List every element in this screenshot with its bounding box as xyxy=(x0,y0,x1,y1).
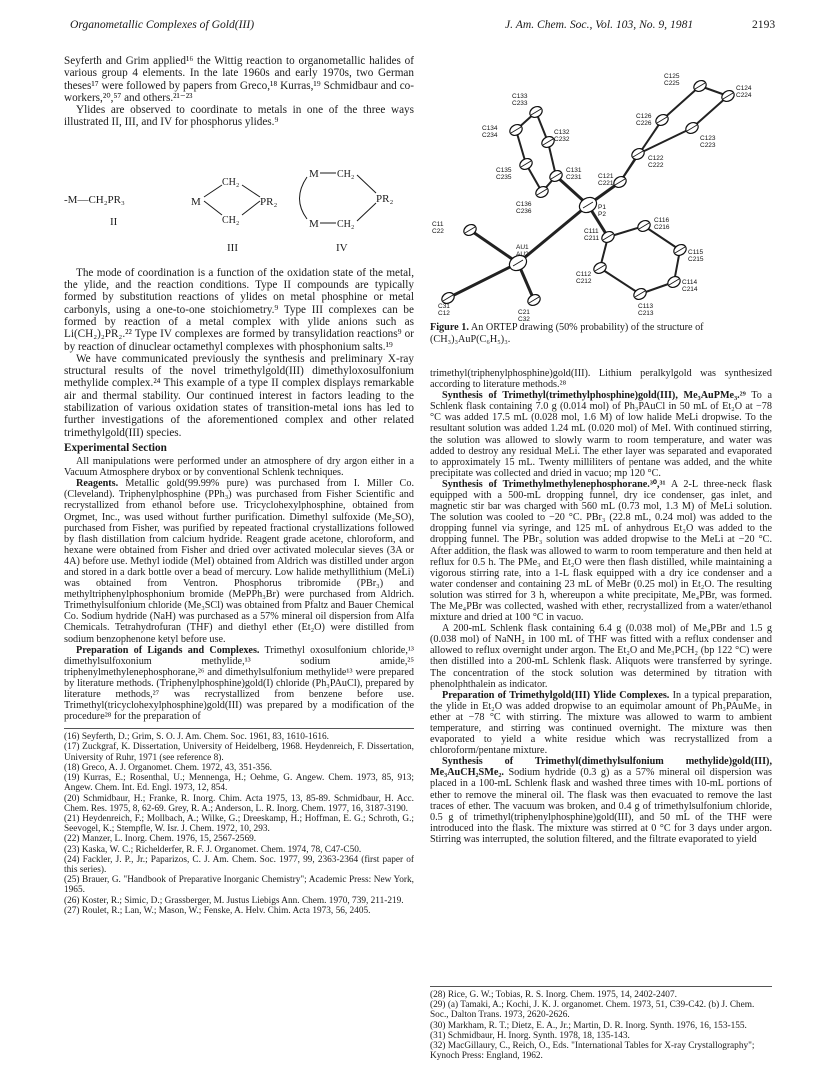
atom-label: C122 C222 xyxy=(648,155,664,169)
preparation-ylide-heading: Preparation of Trimethylgold(III) Ylide Complexes. xyxy=(442,689,670,701)
atom-label: C136 C236 xyxy=(516,201,532,215)
experimental-heading: Experimental Section xyxy=(64,441,167,454)
synthesis-4-text: Sodium hydride (0.3 g) as a 57% mineral oil dispersion was placed in a 100-mL Schlenk flask and washed three times with 10-mL portions of ether to remove the mineral oil. The flask was then evacuated to remove the last traces of ether. The vacuum was broken, and 0.4 g of trimethylsulfonium chloride, 0.5 g of trimethyl(triphenylphosphine)gold(III), and 50 mL of the THF were introduced into the flask. The mixture was stirred at 0 °C for 3 days under argon. Stirring was interrupted, the solution filtered, and the filtrate evaporated to yield xyxy=(430,767,772,845)
reagents-paragraph xyxy=(64,478,414,644)
preparation-paragraph xyxy=(64,645,414,723)
atom-label: C115 C215 xyxy=(688,249,704,263)
atom-label: C125 C225 xyxy=(664,73,680,87)
footnote: (16) Seyferth, D.; Grim, S. O. J. Am. Chem. Soc. 1961, 83, 1610-1616. xyxy=(64,732,329,743)
bond xyxy=(692,96,728,128)
figure-caption-label: Figure 1. xyxy=(430,322,469,333)
footnote: (21) Heydenreich, F.; Mollbach, A.; Wilke, G.; Dreeskamp, H.; Hoffman, E. G.; Schroth, G.; Seevogel, K.; Stempfle, W. Isr. J. Chem. 1972, 10, 293. xyxy=(64,813,414,835)
atom-label: C124 C224 xyxy=(736,85,752,99)
footnote: (17) Zuckgraf, K. Dissertation, University of Heidelberg, 1968. Heydenreich, F. Dissertation, University of Ruhr, 1971 (see reference 8). xyxy=(64,742,414,763)
bond xyxy=(600,268,640,294)
ortep-figure xyxy=(430,42,776,324)
atom-label: C111 C211 xyxy=(584,228,600,242)
reagents-heading: Reagents. xyxy=(76,478,119,490)
synthesis-4 xyxy=(430,756,772,845)
atom-label: C131 C231 xyxy=(566,167,582,181)
reagents-text: Metallic gold(99.99% pure) was purchased from I. Miller Co. (Cleveland). Triphenylphosphine (PPh₃) was purchased from Fisher Scientific and recrystallized from ethanol before use. Tricyclohexylphosphine, obtained from Orgmet, Inc., was used without further purification. Dimethyl sulfoxide (Me₂SO), purchased from Fisher, was purified by repeated fractional crystallizations followed by flash distillation from calcium hydride. Reagent grade acetone, chloroform, and hexane were obtained from Fisher and dried over activated molecular sieves (3A or 4A) before use. Methyl iodide (MeI) obtained from Aldrich was distilled under argon and stored in a dark bottle over a bead of mercury. Low halide methyllithium (MeLi) was obtained from Ventron. Phosphorus tribromide (PBr₃) and methyltriphenylphosphonium bromide (MePPh₃Br) were purchased from Aldrich. Trimethylsulfonium chloride (Me₃SCl) was obtained from Pfaltz and Bauer Chemical Co. Sodium hydride (NaH) was purchased as a 57% mineral oil dispersion from Alfa Chemicals. Tetrahydrofuran (THF) and diethyl ether (Et₂O) were distilled from sodium benzophenone ketyl before use. xyxy=(64,478,414,645)
preparation-heading: Preparation of Ligands and Complexes. xyxy=(76,644,260,656)
structure-iii-ch2-top: CH₂ xyxy=(222,176,240,188)
structure-iii-pr2: PR₂ xyxy=(260,195,278,208)
footnote: (23) Kaska, W. C.; Richelderfer, R. F. J. Organomet. Chem. 1974, 78, C47-C50. xyxy=(64,844,362,855)
footnote: (31) Schmidbaur, H. Inorg. Synth. 1978, 18, 135-143. xyxy=(430,1030,630,1041)
structure-iv-ch2-top: CH₂ xyxy=(337,168,355,180)
bond xyxy=(470,230,518,263)
atom-label: C31 C12 xyxy=(438,303,450,317)
right-column xyxy=(430,368,772,845)
preparation-text: Trimethyl oxosulfonium chloride,¹³ dimethylsulfoxonium methylide,¹³ sodium amide,²⁵ triphenylmethylenephosphorane,²⁶ and dimethylsulfonium methylide¹³ were prepared by literature methods. (Triphenylphosphine)gold(I) chloride (Ph₃PAuCl), prepared by literature methods,²⁷ was recrystallized from benzene before use. Trimethyl(tricyclohexylphosphine)gold(III) was prepared by a modification of the procedure²⁸ for the preparation of xyxy=(64,644,414,723)
footnote: (27) Roulet, R.; Lan, W.; Mason, W.; Fenske, A. Helv. Chim. Acta 1973, 56, 2405. xyxy=(64,905,371,916)
preparation-ylide-text: In a typical preparation, the ylide in Et₂O was added dropwise to an equimolar amount of Ph₃PAuMe₃ in ether at −78 °C with stirring. The mixture was allowed to warm to ambient temperature, and stirring was continued overnight. The mixture was then evaporated to yield a white residue which was recrystallized from a chloroform/pentane mixture. xyxy=(430,689,772,757)
structure-iv xyxy=(300,168,394,254)
synthesis-1-text: To a Schlenk flask containing 7.0 g (0.014 mol) of Ph₃PAuCl in 50 mL of Et₂O at −78 °C was added 17.5 mL (0.028 mol, 1.6 M) of low halide MeLi dropwise. To the resultant solution was added 1.24 mL (0.020 mol) of MeI. With continued stirring, the solution was allowed to slowly warm to room temperature, and water was added to destroy any residual MeLi. The ether layer was separated and evaporated to approximately 15 mL. Twenty milliliters of pentane was added, and the white precipitate was collected and dried in vacuo; mp 120 °C. xyxy=(430,390,772,479)
synthesis-3: A 200-mL Schlenk flask containing 6.4 g (0.038 mol) of Me₄PBr and 1.5 g (0.038 mol) of NaNH₂ in 100 mL of THF was fitted with a reflux condenser and allowed to reflux overnight under argon. The Et₂O and Me₃PCH₂ (bp 122 °C) were then distilled into a 200-mL Schlenk flask. Aliquots were transferred by syringe. The concentration of the stock solution was determined by titration with phenolphthalein as indicator. xyxy=(430,623,772,690)
ylide-structures xyxy=(64,133,414,263)
running-header-right: J. Am. Chem. Soc., Vol. 103, No. 9, 1981 xyxy=(505,18,694,31)
structure-iii-label: III xyxy=(227,241,238,254)
experimental-intro: All manipulations were performed under an atmosphere of dry argon either in a Vacuum Atmosphere drybox or by conventional Schlenk techniques. xyxy=(64,456,414,479)
structure-iii xyxy=(191,177,277,254)
atom-label: C113 C213 xyxy=(638,303,654,317)
footnote: (24) Fackler, J. P., Jr.; Paparizos, C. J. Am. Chem. Soc. 1977, 99, 2363-2364 (first paper of this series). xyxy=(64,854,414,875)
ylide-structures-drawing xyxy=(64,133,414,263)
synthesis-4-heading: Synthesis of Trimethyl(dimethylsulfonium methylide)gold(III), Me₃AuCH₂SMe₂. xyxy=(430,756,772,779)
synthesis-2-text: A 2-L three-neck flask equipped with a 500-mL dropping funnel, dry ice condenser, gas inlet, and magnetic stir bar was charged with 560 mL (0.73 mol, 1.3 M) of MeLi solution. The solution was cooled to −20 °C. PBr₃ (22.8 mL, 0.24 mol) was added to the dropping funnel via syringe, and 125 mL of anhydrous Et₂O was added to the dropping funnel. The PBr₃ solution was added dropwise to the MeLi at −20 °C. After addition, the flask was allowed to warm to room temperature and then held at reflux for 0.5 h. The PMe₃ and Et₂O were then flash distilled, while maintaining a vigorous stirring rate, into a 1-L flask equipped with a dry ice condenser and a water condenser and containing 23 mL of MeBr (0.25 mol) in Et₂O. The resulting solution was stirred for 3 h, whereupon a white precipitate, Me₄PBr, was formed. The Me₄PBr was collected, washed with ether, recrystallized from a water/ethanol mixture and dried at 100 °C in vacuo. xyxy=(430,478,772,624)
page-number: 2193 xyxy=(752,18,776,31)
atom-label: C134 C234 xyxy=(482,125,498,139)
atom-label: C123 C223 xyxy=(700,135,716,149)
structure-iv-pr2: PR₂ xyxy=(376,192,394,205)
footnotes-right xyxy=(430,986,772,1061)
body-paragraph-4: We have communicated previously the synthesis and preliminary X-ray structural results of the novel trimethylgold(III) dimethyloxosulfonium methylide complex.²⁴ This example of a type II complex displays remarkable air and thermal stability. Our continued interest in factors leading to the stabilization of various oxidation states of transition-metal ions has led to further investigations of the aforementioned complex and other related trimethylgold(III) species. xyxy=(64,352,414,439)
footnote: (25) Brauer, G. "Handbook of Preparative Inorganic Chemistry"; Academic Press: New York, 1965. xyxy=(64,875,414,896)
footnote: (20) Schmidbaur, H.; Franke, R. Inorg. Chim. Acta 1975, 13, 85-89. Schmidbaur, H. Acc. Chem. Res. 1975, 8, 62-69. Grey, R. A.; Anderson, L. R. Inorg. Chem. 1977, 16, 3187-3190. xyxy=(64,793,414,814)
figure-caption xyxy=(430,322,772,345)
atom-label: C132 C232 xyxy=(554,129,570,143)
bond xyxy=(638,128,692,154)
structure-iv-label: IV xyxy=(336,241,348,254)
footnote: (28) Rice, G. W.; Tobias, R. S. Inorg. Chem. 1975, 14, 2402-2407. xyxy=(430,990,677,1000)
left-column xyxy=(64,55,414,916)
synthesis-2 xyxy=(430,479,772,623)
footnote: (30) Markham, R. T.; Dietz, E. A., Jr.; Martin, D. R. Inorg. Synth. 1976, 16, 153-155. xyxy=(430,1020,747,1031)
structure-iv-ch2-bottom: CH₂ xyxy=(337,218,355,230)
atom-label: C135 C235 xyxy=(496,167,512,181)
atom-label: AU1 AU2 xyxy=(516,244,529,258)
intro-paragraph-2: Ylides are observed to coordinate to metals in one of the three ways illustrated II, III, and IV for phosphorus ylides.⁹ xyxy=(64,104,414,129)
synthesis-1 xyxy=(430,390,772,479)
body-paragraph-3: The mode of coordination is a function of the oxidation state of the metal, the ylide, and the reaction conditions. Type II compounds are typically formed by substitution reactions of ylides on metal phosphine or metal carbonyls, using a one-to-one stoichiometry.⁹ Type III complexes can be formed by reaction of a metal complex with ylide anions such as Li(CH₂)₂PR₂.²² Type IV complexes are formed by transylidation reactions⁹ or by reaction of dinuclear octamethyl complexes with phosphonium salts.¹⁹ xyxy=(64,266,414,353)
atom-label: P1 P2 xyxy=(598,204,606,218)
figure-caption-text: An ORTEP drawing (50% probability) of the structure of (CH₃)₃AuP(C₆H₅)₃. xyxy=(430,322,704,345)
preparation-ylide xyxy=(430,690,772,757)
footnote: (29) (a) Tamaki, A.; Kochi, J. K. J. organomet. Chem. 1973, 51, C39-C42. (b) J. Chem. Soc., Dalton Trans. 1973, 2620-2626. xyxy=(430,1000,755,1021)
synthesis-1-heading: Synthesis of Trimethyl(trimethylphosphine)gold(III), Me₃AuPMe₃.²⁹ xyxy=(442,390,746,402)
structure-iii-ch2-bottom: CH₂ xyxy=(222,214,240,226)
footnote: (26) Koster, R.; Simic, D.; Grassberger, M. Justus Liebigs Ann. Chem. 1970, 739, 211-219. xyxy=(64,895,404,906)
structure-iv-metal-bottom: M xyxy=(309,217,319,230)
atom-label: C116 C216 xyxy=(654,217,670,231)
atom-label: C21 C32 xyxy=(518,309,530,323)
atom-label: C126 C226 xyxy=(636,113,652,127)
intro-paragraph-1: Seyferth and Grim applied¹⁶ the Wittig reaction to organometallic halides of various group 4 elements. In the late 1960s and early 1970s, two German theses¹⁷ were followed by papers from Greco,¹⁸ Kurras,¹⁹ Schmidbaur and co-workers,²⁰,⁵⁷ and others.²¹⁻²³ xyxy=(64,55,414,104)
atom-label: C114 C214 xyxy=(682,279,698,293)
right-continuation: trimethyl(triphenylphosphine)gold(III). Lithium peralkylgold was synthesized according to literature methods.²⁸ xyxy=(430,368,772,391)
footnote: (32) MacGillaury, C., Reich, O., Eds. "International Tables for X-ray Crystallography"; Kynoch Press: England, 1962. xyxy=(430,1041,755,1062)
atom-label: C11 C22 xyxy=(432,221,444,235)
synthesis-2-heading: Synthesis of Trimethylmethylenephosphorane.³⁰,³¹ xyxy=(442,478,666,490)
structure-ii-formula: -M—CH₂PR₃ xyxy=(64,193,125,206)
running-header-left: Organometallic Complexes of Gold(III) xyxy=(70,18,255,31)
atom-label: C121 C221 xyxy=(598,173,614,187)
footnote: (18) Greco, A. J. Organomet. Chem. 1972, 43, 351-356. xyxy=(64,762,272,773)
structure-iv-metal-top: M xyxy=(309,167,319,180)
atom-label: C112 C212 xyxy=(576,271,592,285)
footnote: (19) Kurras, E.; Rosenthal, U.; Mennenga, H.; Oehme, G. Angew. Chem. 1973, 85, 913; Angew. Chem. Int. Ed. Engl. 1973, 12, 854. xyxy=(64,773,414,794)
atom-label: C133 C233 xyxy=(512,93,528,107)
structure-ii-label: II xyxy=(110,215,118,228)
bond xyxy=(448,263,518,298)
footnote: (22) Manzer, L. Inorg. Chem. 1976, 15, 2567-2569. xyxy=(64,834,257,845)
structure-iii-metal: M xyxy=(191,195,201,208)
bond xyxy=(662,86,700,120)
footnotes-left xyxy=(64,728,414,916)
